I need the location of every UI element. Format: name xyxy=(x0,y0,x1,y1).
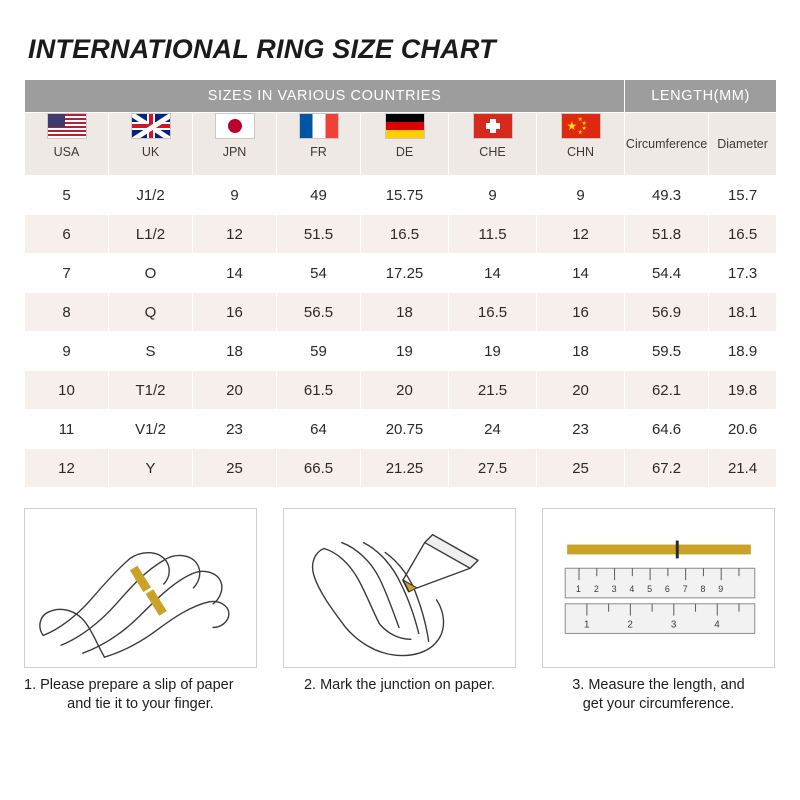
svg-text:3: 3 xyxy=(611,583,617,594)
table-row xyxy=(25,371,777,410)
cell-usa: 8 xyxy=(25,293,109,332)
cell-de: 21.25 xyxy=(361,449,449,488)
cell-circumference: 56.9 xyxy=(625,293,709,332)
table-row xyxy=(25,449,777,488)
cell-fr: 66.5 xyxy=(277,449,361,488)
cell-usa: 7 xyxy=(25,254,109,293)
column-header-de xyxy=(361,113,449,176)
table-row xyxy=(25,176,777,215)
cell-chn: 9 xyxy=(537,176,625,215)
cell-fr: 51.5 xyxy=(277,215,361,254)
cell-che: 11.5 xyxy=(449,215,537,254)
step-1 xyxy=(24,508,257,714)
cell-uk: O xyxy=(109,254,193,293)
cell-chn: 14 xyxy=(537,254,625,293)
measurement-steps xyxy=(24,508,776,714)
svg-text:2: 2 xyxy=(593,583,599,594)
svg-text:4: 4 xyxy=(714,619,720,631)
step-1-image xyxy=(24,508,257,668)
cell-diameter: 15.7 xyxy=(709,176,777,215)
cell-usa: 6 xyxy=(25,215,109,254)
cell-che: 24 xyxy=(449,410,537,449)
cell-fr: 49 xyxy=(277,176,361,215)
cell-jpn: 12 xyxy=(193,215,277,254)
svg-text:4: 4 xyxy=(629,583,635,594)
step-1-caption-line2: and tie it to your finger. xyxy=(67,696,214,712)
cell-chn: 23 xyxy=(537,410,625,449)
table-row xyxy=(25,215,777,254)
step-3-caption-line2: get your circumference. xyxy=(582,696,735,712)
cell-chn: 20 xyxy=(537,371,625,410)
step-1-caption xyxy=(24,676,257,714)
cell-uk: J1/2 xyxy=(109,176,193,215)
cell-circumference: 51.8 xyxy=(625,215,709,254)
table-row xyxy=(25,254,777,293)
cell-chn: 18 xyxy=(537,332,625,371)
cell-jpn: 16 xyxy=(193,293,277,332)
cell-che: 27.5 xyxy=(449,449,537,488)
cell-che: 19 xyxy=(449,332,537,371)
cell-fr: 56.5 xyxy=(277,293,361,332)
cell-fr: 54 xyxy=(277,254,361,293)
cell-fr: 61.5 xyxy=(277,371,361,410)
ruler-icon xyxy=(565,568,755,633)
cell-usa: 5 xyxy=(25,176,109,215)
cell-circumference: 67.2 xyxy=(625,449,709,488)
cell-diameter: 17.3 xyxy=(709,254,777,293)
cell-de: 20.75 xyxy=(361,410,449,449)
column-code-che: CHE xyxy=(479,145,506,159)
cell-jpn: 23 xyxy=(193,410,277,449)
group-header-row xyxy=(25,80,777,113)
cell-jpn: 18 xyxy=(193,332,277,371)
cell-uk: Q xyxy=(109,293,193,332)
column-header-jpn xyxy=(193,113,277,176)
cell-uk: T1/2 xyxy=(109,371,193,410)
step-3-image xyxy=(542,508,775,668)
cell-che: 16.5 xyxy=(449,293,537,332)
cell-de: 16.5 xyxy=(361,215,449,254)
column-header-fr xyxy=(277,113,361,176)
cell-circumference: 64.6 xyxy=(625,410,709,449)
cell-jpn: 9 xyxy=(193,176,277,215)
column-code-chn: CHN xyxy=(566,145,595,159)
cell-usa: 12 xyxy=(25,449,109,488)
cell-usa: 10 xyxy=(25,371,109,410)
cell-fr: 59 xyxy=(277,332,361,371)
step-3-caption-line1: 3. Measure the length, and xyxy=(572,677,745,693)
flag-header-row xyxy=(25,113,777,176)
cell-uk: L1/2 xyxy=(109,215,193,254)
cell-de: 17.25 xyxy=(361,254,449,293)
cell-diameter: 18.9 xyxy=(709,332,777,371)
flag-jpn-icon xyxy=(215,113,255,139)
cell-circumference: 62.1 xyxy=(625,371,709,410)
ruler-measuring-paper-strip-illustration xyxy=(543,509,774,667)
cell-uk: Y xyxy=(109,449,193,488)
paper-strip-icon xyxy=(567,545,751,555)
cell-che: 21.5 xyxy=(449,371,537,410)
flag-de-icon xyxy=(385,113,425,139)
column-code-diameter: Diameter xyxy=(717,137,768,151)
table-row xyxy=(25,293,777,332)
flag-usa-icon xyxy=(47,113,87,139)
flag-chn-icon: ★ ★ ★ ★ ★ xyxy=(561,113,601,139)
cell-che: 14 xyxy=(449,254,537,293)
svg-text:7: 7 xyxy=(682,583,688,594)
column-code-circumference: Circumference xyxy=(625,137,708,151)
flag-che-icon xyxy=(473,113,513,139)
svg-text:5: 5 xyxy=(647,583,653,594)
hand-with-paper-strip-illustration xyxy=(25,509,256,667)
cell-circumference: 49.3 xyxy=(625,176,709,215)
cell-jpn: 14 xyxy=(193,254,277,293)
cell-de: 20 xyxy=(361,371,449,410)
column-code-usa: USA xyxy=(53,145,80,159)
cell-diameter: 18.1 xyxy=(709,293,777,332)
column-code-de: DE xyxy=(395,145,414,159)
ring-size-table xyxy=(24,79,777,488)
step-2-caption xyxy=(283,676,516,695)
column-header-diameter xyxy=(709,113,777,176)
column-header-che xyxy=(449,113,537,176)
cell-fr: 64 xyxy=(277,410,361,449)
svg-text:2: 2 xyxy=(627,619,633,631)
column-code-fr: FR xyxy=(310,145,327,159)
cell-usa: 11 xyxy=(25,410,109,449)
column-header-usa xyxy=(25,113,109,176)
step-3-caption xyxy=(542,676,775,714)
cell-jpn: 25 xyxy=(193,449,277,488)
column-code-uk: UK xyxy=(141,145,160,159)
cell-circumference: 54.4 xyxy=(625,254,709,293)
cell-diameter: 21.4 xyxy=(709,449,777,488)
svg-text:1: 1 xyxy=(576,583,581,594)
cell-chn: 25 xyxy=(537,449,625,488)
svg-text:8: 8 xyxy=(700,583,706,594)
hand-marking-paper-with-pen-illustration xyxy=(284,509,515,667)
svg-text:3: 3 xyxy=(670,619,677,631)
table-row xyxy=(25,410,777,449)
flag-uk-icon xyxy=(131,113,171,139)
step-2 xyxy=(283,508,516,714)
step-2-caption-line1: 2. Mark the junction on paper. xyxy=(303,677,496,693)
cell-jpn: 20 xyxy=(193,371,277,410)
svg-text:1: 1 xyxy=(583,619,590,631)
step-1-caption-line1: 1. Please prepare a slip of paper xyxy=(24,677,234,693)
svg-text:6: 6 xyxy=(664,583,670,594)
cell-de: 19 xyxy=(361,332,449,371)
cell-de: 18 xyxy=(361,293,449,332)
table-row xyxy=(25,332,777,371)
flag-fr-icon xyxy=(299,113,339,139)
column-header-chn xyxy=(537,113,625,176)
cell-uk: S xyxy=(109,332,193,371)
cell-de: 15.75 xyxy=(361,176,449,215)
cell-uk: V1/2 xyxy=(109,410,193,449)
column-code-jpn: JPN xyxy=(222,145,247,159)
column-header-uk xyxy=(109,113,193,176)
svg-text:9: 9 xyxy=(718,583,724,594)
cell-usa: 9 xyxy=(25,332,109,371)
page-title: INTERNATIONAL RING SIZE CHART xyxy=(28,34,496,64)
column-header-circumference xyxy=(625,113,709,176)
cell-diameter: 20.6 xyxy=(709,410,777,449)
cell-chn: 12 xyxy=(537,215,625,254)
group-header-length: LENGTH(MM) xyxy=(625,80,777,113)
cell-diameter: 19.8 xyxy=(709,371,777,410)
cell-che: 9 xyxy=(449,176,537,215)
step-2-image xyxy=(283,508,516,668)
cell-diameter: 16.5 xyxy=(709,215,777,254)
group-header-countries: SIZES IN VARIOUS COUNTRIES xyxy=(25,80,625,113)
cell-chn: 16 xyxy=(537,293,625,332)
step-3 xyxy=(542,508,775,714)
cell-circumference: 59.5 xyxy=(625,332,709,371)
